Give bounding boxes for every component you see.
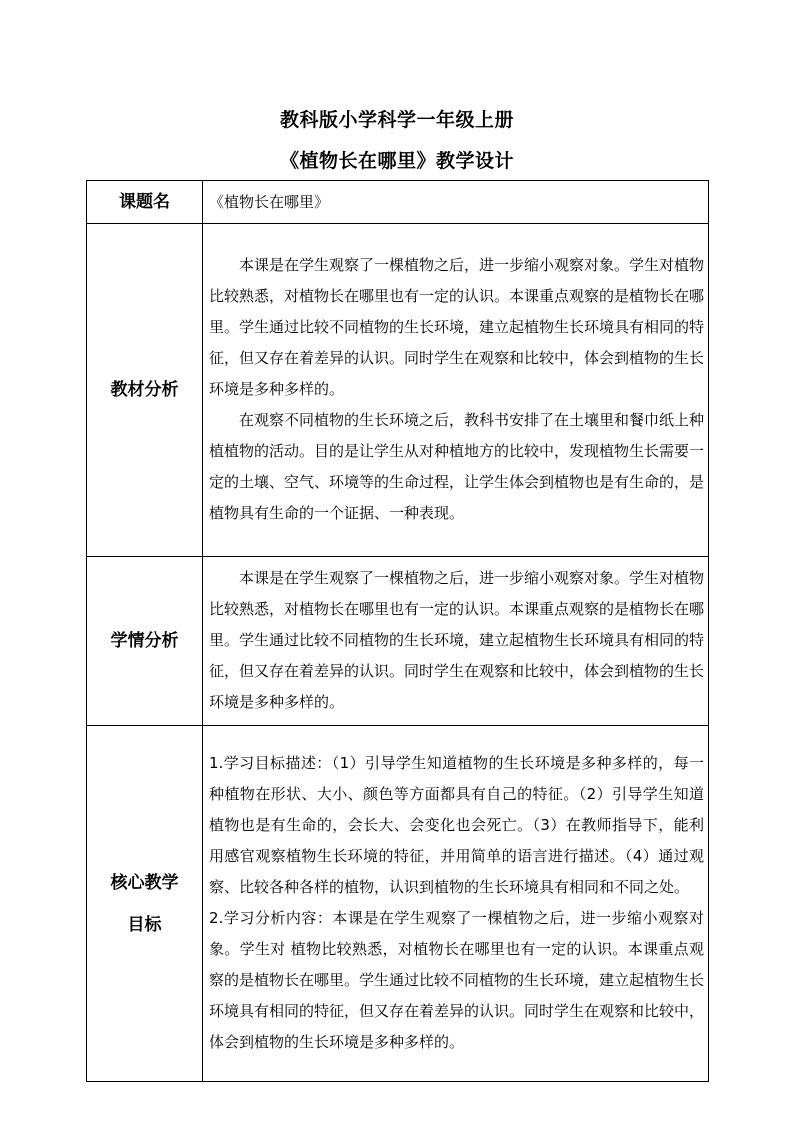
table-row-learner-analysis	[87, 557, 709, 726]
table-row-material-analysis	[87, 224, 709, 557]
table-row-core-goals	[87, 726, 709, 1082]
table-row-topic	[87, 181, 709, 224]
topic-text: 《植物长在哪里》	[209, 193, 330, 211]
paragraph: 本课是在学生观察了一棵植物之后，进一步缩小观察对象。学生对植物比较熟悉，对植物长在哪里也有一定的认识。本课重点观察的是植物长在哪里。学生通过比较不同植物的生长环境，建立起植物生长环境具有相同的特征，但又存在着差异的认识。同时学生在观察和比较中，体会到植物的生长环境是多种多样的。	[209, 255, 705, 398]
row-content-topic	[203, 181, 709, 224]
row-label-learner-analysis: 学情分析	[87, 557, 203, 726]
row-content-core-goals	[203, 726, 709, 1082]
row-content-material-analysis	[203, 224, 709, 557]
row-label-topic: 课题名	[87, 181, 203, 224]
paragraph: 1.学习目标描述：（1）引导学生知道植物的生长环境是多种多样的，每一种植物在形状、大小、颜色等方面都具有自己的特征。（2）引导学生知道植物也是有生命的，会长大、会变化也会死亡。（3）在教师指导下，能利用感官观察植物生长环境的特征，并用简单的语言进行描述。（4）通过观察、比较各种各样的植物，认识到植物的生长环境具有相同和不同之处。	[209, 753, 704, 896]
row-label-core-goals	[87, 726, 203, 1082]
row-label-line: 目标	[127, 914, 162, 935]
paragraph: 本课是在学生观察了一棵植物之后，进一步缩小观察对象。学生对植物比较熟悉，对植物长在哪里也有一定的认识。本课重点观察的是植物长在哪里。学生通过比较不同植物的生长环境，建立起植物生长环境具有相同的特征，但又存在着差异的认识。同时学生在观察和比较中，体会到植物的生长环境是多种多样的。	[209, 568, 705, 711]
lesson-plan-table	[86, 180, 709, 1082]
document-subtitle: 《植物长在哪里》教学设计	[279, 150, 514, 172]
paragraph: 2.学习分析内容：本课是在学生观察了一棵植物之后，进一步缩小观察对象。学生对 植物比较熟悉，对植物长在哪里也有一定的认识。本课重点观察的是植物长在哪里。学生通过比较不同植物的生长环境，建立起植物生长环境具有相同的特征，但又存在着差异的认识。同时学生在观察和比较中，体会到植物的生长环境是多种多样的。	[209, 908, 705, 1051]
document-title: 教科版小学科学一年级上册	[279, 109, 514, 131]
row-label-material-analysis: 教材分析	[87, 224, 203, 557]
row-content-learner-analysis	[203, 557, 709, 726]
paragraph: 在观察不同植物的生长环境之后，教科书安排了在土壤里和餐巾纸上种植植物的活动。目的是让学生从对种植地方的比较中，发现植物生长需要一定的土壤、空气、环境等的生命过程，让学生体会到植物也是有生命的，是植物具有生命的一个证据、一种表现。	[209, 410, 705, 522]
row-label-line: 核心教学	[110, 872, 179, 893]
